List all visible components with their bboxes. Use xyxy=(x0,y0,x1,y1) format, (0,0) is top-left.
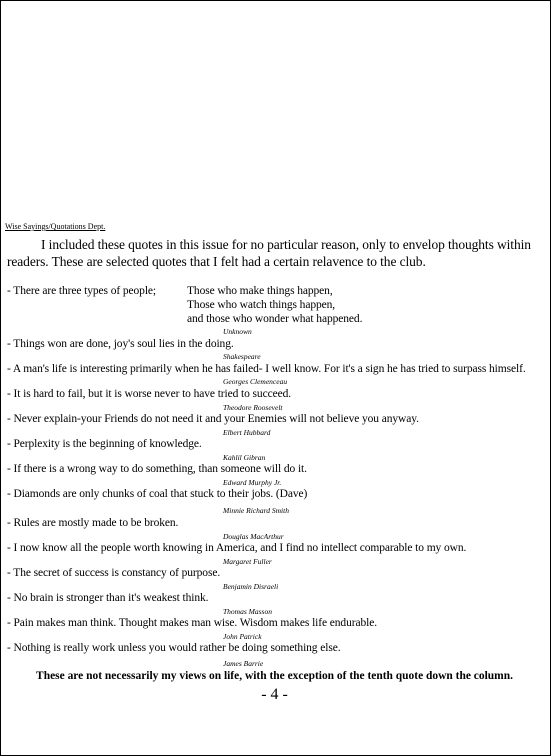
quote-text: - Pain makes man think. Thought makes man wise. Wisdom makes life endurable. xyxy=(7,617,377,629)
closing-note: These are not necessarily my views on life, with the exception of the tenth quote down the column. xyxy=(36,670,513,682)
intro-line-2: readers. These are selected quotes that I felt had a certain relavence to the club. xyxy=(7,254,426,269)
quote-text: - A man's life is interesting primarily when he has failed- I well know. For it's a sign he has tried to surpass himself. xyxy=(7,363,526,375)
quote-text: Those who watch things happen, xyxy=(187,299,336,311)
quote-author: Theodore Roosevelt xyxy=(223,403,283,412)
quote-author: Margaret Fuller xyxy=(223,557,272,566)
quote-text: - Things won are done, joy's soul lies in the doing. xyxy=(7,338,234,350)
quote-text: - Perplexity is the beginning of knowledge. xyxy=(7,438,202,450)
quote-text: - Nothing is really work unless you would rather be doing something else. xyxy=(7,642,341,654)
quote-author: Thomas Masson xyxy=(223,607,272,616)
quote-text: - If there is a wrong way to do something, than someone will do it. xyxy=(7,463,307,475)
quote-text: - I now know all the people worth knowing in America, and I find no intellect comparable to my own. xyxy=(7,542,467,554)
quote-author: Minnie Richard Smith xyxy=(223,506,289,515)
page-number: - 4 - xyxy=(261,686,288,703)
quote-text: - Rules are mostly made to be broken. xyxy=(7,517,179,529)
quote-text: Those who make things happen, xyxy=(187,285,333,297)
quote-text: - It is hard to fail, but it is worse never to have tried to succeed. xyxy=(7,388,292,400)
quote-author: Unknown xyxy=(223,327,252,336)
quote-author: James Barrie xyxy=(223,659,264,668)
quote-author: Georges Clemenceau xyxy=(223,377,288,386)
quote-author: Shakespeare xyxy=(223,352,261,361)
quote-text: - There are three types of people; xyxy=(7,285,157,297)
section-title: Wise Sayings/Quotations Dept. xyxy=(5,222,106,231)
quote-text: - Never explain-your Friends do not need it and your Enemies will not believe you anyway. xyxy=(7,413,419,425)
intro-line-1: I included these quotes in this issue for no particular reason, only to envelop thoughts within xyxy=(41,237,531,252)
quote-author: Douglas MacArthur xyxy=(223,532,284,541)
quote-text: and those who wonder what happened. xyxy=(187,313,363,325)
quote-author: Edward Murphy Jr. xyxy=(223,478,282,487)
quote-text: - No brain is stronger than it's weakest think. xyxy=(7,592,209,604)
quote-author: Elbert Hubbard xyxy=(223,428,271,437)
quote-text: - The secret of success is constancy of purpose. xyxy=(7,567,221,579)
quote-author: John Patrick xyxy=(223,632,262,641)
quote-author: Benjamin Disraeli xyxy=(223,582,279,591)
quote-text: - Diamonds are only chunks of coal that stuck to their jobs. (Dave) xyxy=(7,488,308,500)
quote-author: Kahlil Gibran xyxy=(223,453,266,462)
